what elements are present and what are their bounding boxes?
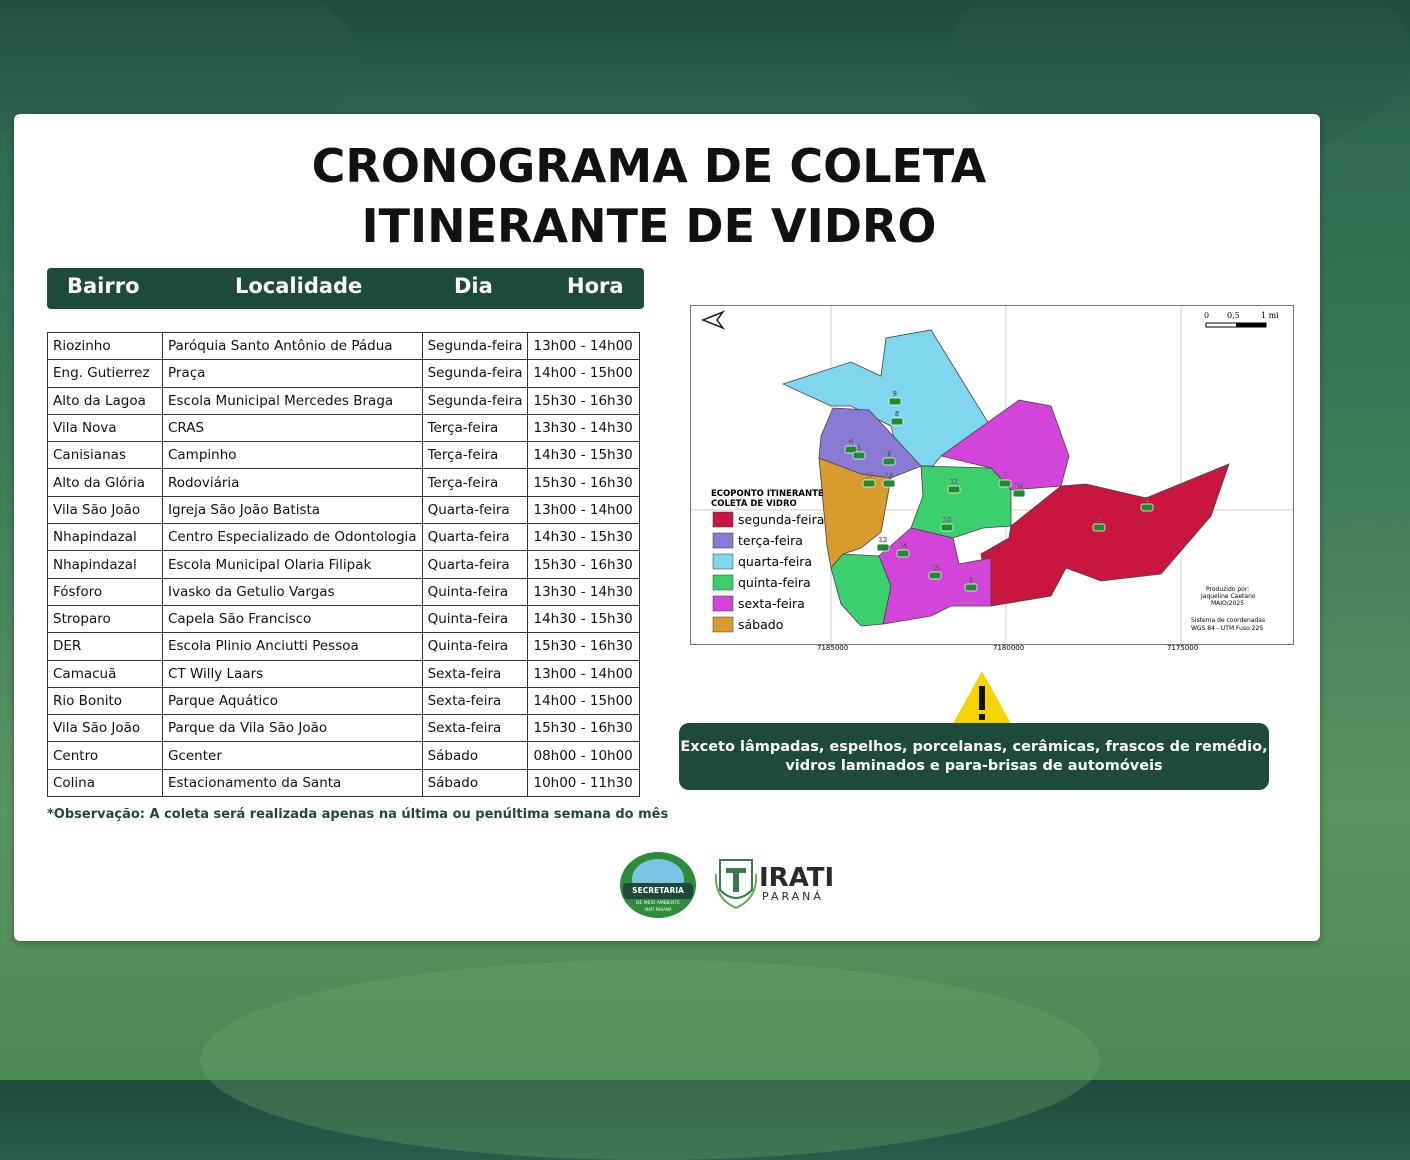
cell-hora: 15h30 - 16h30 <box>528 551 640 578</box>
scale-label: 0 <box>1204 311 1210 320</box>
cell-dia: Terça-feira <box>422 469 528 496</box>
truck-marker-icon <box>897 550 909 557</box>
legend-label: terça-feira <box>738 533 803 548</box>
region-quinta-feira <box>911 466 1011 538</box>
warning-icon <box>946 664 1018 730</box>
cell-localidade: Escola Municipal Mercedes Braga <box>162 387 422 414</box>
legend-swatch <box>713 533 733 548</box>
cell-bairro: DER <box>48 633 163 660</box>
header-localidade: Localidade <box>235 274 363 298</box>
cell-dia: Quinta-feira <box>422 605 528 632</box>
legend-swatch <box>713 575 733 590</box>
cell-bairro: Eng. Gutierrez <box>48 360 163 387</box>
cell-dia: Sexta-feira <box>422 687 528 714</box>
legend-label: sábado <box>738 617 784 632</box>
title-line-1: CRONOGRAMA DE COLETA <box>311 139 987 193</box>
cell-localidade: Escola Plinio Anciutti Pessoa <box>162 633 422 660</box>
cell-bairro: Alto da Lagoa <box>48 387 163 414</box>
scale-label: 0,5 <box>1227 311 1240 320</box>
table-row <box>48 769 640 796</box>
cell-localidade: Praça <box>162 360 422 387</box>
truck-marker-icon <box>889 398 901 405</box>
marker-number: 14 <box>898 542 908 550</box>
cell-localidade: Gcenter <box>162 742 422 769</box>
cell-bairro: Nhapindazal <box>48 551 163 578</box>
cell-hora: 15h30 - 16h30 <box>528 715 640 742</box>
truck-marker-icon <box>1013 490 1025 497</box>
cell-hora: 15h30 - 16h30 <box>528 387 640 414</box>
truck-marker-icon <box>941 524 953 531</box>
cell-hora: 13h00 - 14h00 <box>528 496 640 523</box>
cell-bairro: Nhapindazal <box>48 524 163 551</box>
header-hora: Hora <box>567 274 624 298</box>
table-row <box>48 633 640 660</box>
cell-dia: Sábado <box>422 742 528 769</box>
cell-dia: Segunda-feira <box>422 333 528 360</box>
cell-localidade: Paróquia Santo Antônio de Pádua <box>162 333 422 360</box>
marker-number: 5 <box>856 444 862 452</box>
cell-localidade: Igreja São João Batista <box>162 496 422 523</box>
truck-marker-icon <box>883 480 895 487</box>
x-tick: 7185000 <box>817 644 849 652</box>
cell-dia: Quarta-feira <box>422 524 528 551</box>
legend-label: sexta-feira <box>738 596 805 611</box>
cell-localidade: Ivasko da Getulio Vargas <box>162 578 422 605</box>
cell-bairro: Vila São João <box>48 715 163 742</box>
table-row <box>48 360 640 387</box>
irati-wordmark: IRATI <box>759 863 835 893</box>
cell-dia: Quarta-feira <box>422 551 528 578</box>
svg-text:DE MEIO AMBIENTE: DE MEIO AMBIENTE <box>636 901 680 906</box>
north-arrow-icon <box>703 312 723 328</box>
cell-hora: 08h00 - 10h00 <box>528 742 640 769</box>
cell-hora: 14h30 - 15h30 <box>528 442 640 469</box>
marker-number: 8 <box>894 410 900 418</box>
svg-text:SECRETARIA: SECRETARIA <box>632 886 684 895</box>
cell-dia: Quinta-feira <box>422 578 528 605</box>
warning-box <box>679 723 1269 790</box>
cell-hora: 10h00 - 11h30 <box>528 769 640 796</box>
table-row <box>48 387 640 414</box>
credit-line: Jaqueline Caetano <box>1201 593 1256 600</box>
region-quinta-feira-south <box>831 554 891 626</box>
table-row <box>48 469 640 496</box>
legend-label: segunda-feira <box>738 512 825 527</box>
cell-dia: Terça-feira <box>422 442 528 469</box>
marker-number: 15 <box>1014 482 1024 490</box>
cell-dia: Terça-feira <box>422 414 528 441</box>
table-row <box>48 605 640 632</box>
cell-localidade: Escola Municipal Olaria Filipak <box>162 551 422 578</box>
cell-hora: 13h30 - 14h30 <box>528 414 640 441</box>
truck-marker-icon <box>1093 524 1105 531</box>
cell-hora: 14h30 - 15h30 <box>528 605 640 632</box>
cell-hora: 14h00 - 15h00 <box>528 687 640 714</box>
cell-dia: Sexta-feira <box>422 715 528 742</box>
legend-title-1: ECOPONTO ITINERANTE <box>711 489 824 499</box>
cell-bairro: Vila São João <box>48 496 163 523</box>
truck-marker-icon <box>948 486 960 493</box>
cell-hora: 14h00 - 15h00 <box>528 360 640 387</box>
cell-hora: 15h30 - 16h30 <box>528 469 640 496</box>
schedule-card <box>14 114 1320 941</box>
table-row <box>48 524 640 551</box>
marker-number: 3 <box>968 576 974 584</box>
truck-marker-icon <box>1141 504 1153 511</box>
cell-localidade: Estacionamento da Santa <box>162 769 422 796</box>
cell-dia: Quinta-feira <box>422 633 528 660</box>
schedule-table <box>47 332 640 797</box>
coords-line: WGS 84 - UTM Fuso 22S <box>1191 625 1264 632</box>
svg-text:IRATI PARANÁ: IRATI PARANÁ <box>644 907 672 912</box>
marker-number: 7 <box>1002 472 1008 480</box>
marker-number: 11 <box>949 478 959 486</box>
cell-bairro: Canisianas <box>48 442 163 469</box>
cell-dia: Sexta-feira <box>422 660 528 687</box>
truck-marker-icon <box>877 544 889 551</box>
legend-label: quinta-feira <box>738 575 811 590</box>
table-row <box>48 578 640 605</box>
marker-number: 9 <box>892 390 898 398</box>
legend-swatch <box>713 596 733 611</box>
x-tick: 7175000 <box>1167 644 1199 652</box>
truck-marker-icon <box>999 480 1011 487</box>
truck-marker-icon <box>863 480 875 487</box>
cell-localidade: Parque da Vila São João <box>162 715 422 742</box>
cell-localidade: Rodoviária <box>162 469 422 496</box>
cell-hora: 15h30 - 16h30 <box>528 633 640 660</box>
cell-dia: Quarta-feira <box>422 496 528 523</box>
legend-swatch <box>713 554 733 569</box>
warning-line-1: Exceto lâmpadas, espelhos, porcelanas, cerâmicas, frascos de remédio, <box>680 739 1268 755</box>
cell-localidade: Centro Especializado de Odontologia <box>162 524 422 551</box>
map-svg <box>691 306 1293 652</box>
cell-hora: 13h00 - 14h00 <box>528 660 640 687</box>
cell-bairro: Fósforo <box>48 578 163 605</box>
warning-line-2: vidros laminados e para-brisas de automóveis <box>785 758 1163 774</box>
cell-bairro: Centro <box>48 742 163 769</box>
x-tick: 7180000 <box>993 644 1025 652</box>
legend-label: quarta-feira <box>738 554 813 569</box>
table-row <box>48 660 640 687</box>
cell-bairro: Colina <box>48 769 163 796</box>
marker-number: 12 <box>878 536 888 544</box>
irati-coat-of-arms-icon <box>714 854 758 910</box>
marker-number: 16 <box>884 472 894 480</box>
table-row <box>48 715 640 742</box>
scale-bar <box>1236 323 1266 327</box>
observation-note: *Observação: A coleta será realizada apenas na última ou penúltima semana do mês <box>47 807 669 822</box>
credit-line: Produzido por: <box>1206 586 1250 593</box>
table-row <box>48 742 640 769</box>
map-legend <box>713 512 824 632</box>
marker-number: 10 <box>942 516 952 524</box>
cell-bairro: Stroparo <box>48 605 163 632</box>
cell-hora: 14h30 - 15h30 <box>528 524 640 551</box>
scale-label: 1 mi <box>1261 311 1279 320</box>
cell-bairro: Riozinho <box>48 333 163 360</box>
cell-hora: 13h30 - 14h30 <box>528 578 640 605</box>
cell-bairro: Camacuã <box>48 660 163 687</box>
secretaria-meio-ambiente-logo <box>617 849 699 921</box>
cell-dia: Segunda-feira <box>422 360 528 387</box>
truck-marker-icon <box>891 418 903 425</box>
legend-swatch <box>713 512 733 527</box>
truck-marker-icon <box>965 584 977 591</box>
table-row <box>48 687 640 714</box>
cell-localidade: Parque Aquático <box>162 687 422 714</box>
legend-title-2: COLETA DE VIDRO <box>711 499 797 509</box>
table-row <box>48 442 640 469</box>
marker-number: 1 <box>1144 496 1150 504</box>
cell-localidade: Campinho <box>162 442 422 469</box>
truck-marker-icon <box>853 452 865 459</box>
coords-line: Sistema de coordenadas <box>1191 617 1266 624</box>
marker-number: 13 <box>930 564 940 572</box>
cell-bairro: Alto da Glória <box>48 469 163 496</box>
cell-dia: Sábado <box>422 769 528 796</box>
legend-swatch <box>713 617 733 632</box>
header-bairro: Bairro <box>67 274 140 298</box>
table-row <box>48 551 640 578</box>
table-row <box>48 333 640 360</box>
collection-map <box>690 305 1294 652</box>
table-row <box>48 414 640 441</box>
marker-number: 4 <box>848 438 854 446</box>
cell-bairro: Vila Nova <box>48 414 163 441</box>
truck-marker-icon <box>929 572 941 579</box>
credit-line: MAIO/2025 <box>1211 600 1245 607</box>
marker-number: 6 <box>886 450 892 458</box>
cell-bairro: Rio Bonito <box>48 687 163 714</box>
cell-localidade: CRAS <box>162 414 422 441</box>
marker-number: 17 <box>864 472 874 480</box>
parana-wordmark: PARANÁ <box>762 890 824 903</box>
cell-hora: 13h00 - 14h00 <box>528 333 640 360</box>
cell-localidade: Capela São Francisco <box>162 605 422 632</box>
page-title <box>14 136 1284 256</box>
cell-localidade: CT Willy Laars <box>162 660 422 687</box>
title-line-2: ITINERANTE DE VIDRO <box>361 199 937 253</box>
marker-number: 2 <box>1096 516 1102 524</box>
background-grass <box>200 960 1100 1160</box>
table-row <box>48 496 640 523</box>
header-dia: Dia <box>454 274 493 298</box>
truck-marker-icon <box>883 458 895 465</box>
table-header <box>47 268 644 309</box>
cell-dia: Segunda-feira <box>422 387 528 414</box>
